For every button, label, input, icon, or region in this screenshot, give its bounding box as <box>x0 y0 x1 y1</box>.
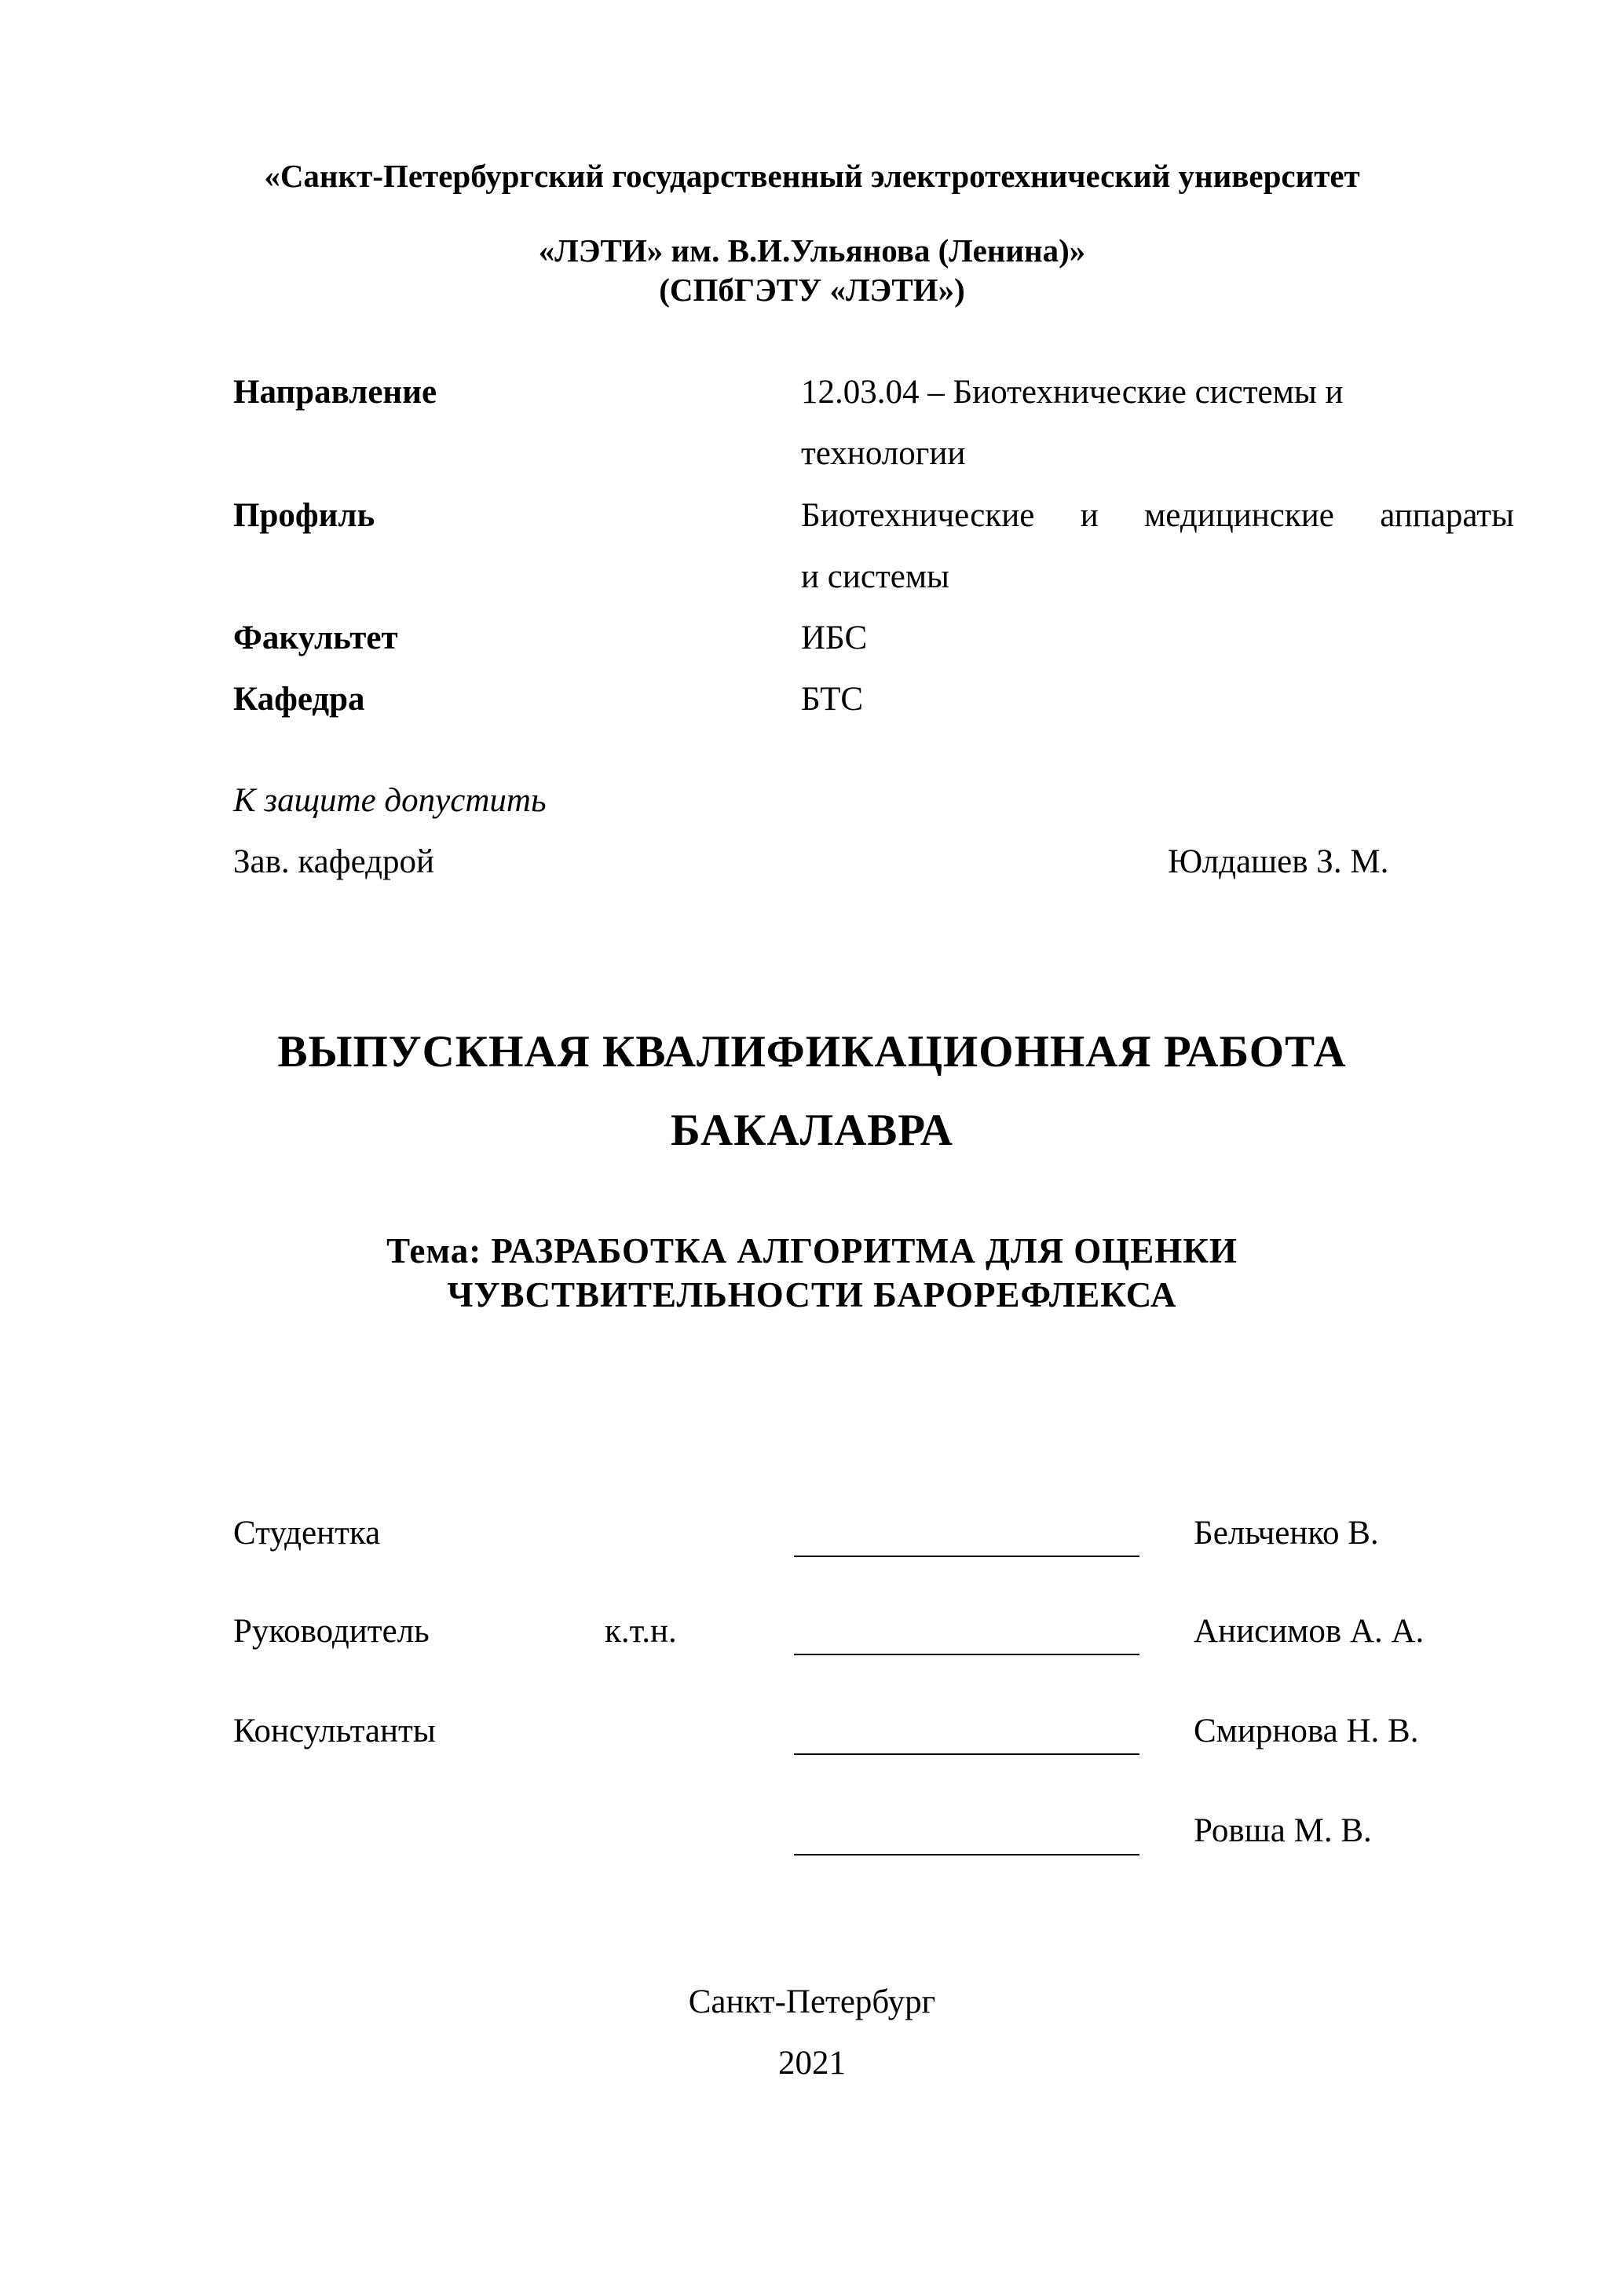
university-name-line1: «Санкт-Петербургский государственный электротехнический университет <box>264 158 1360 194</box>
signature-role: Консультанты <box>233 1713 436 1749</box>
head-of-department-name: Юлдашев З. М. <box>1168 843 1389 880</box>
head-of-department-label: Зав. кафедрой <box>233 843 435 880</box>
signature-line <box>794 1753 1139 1755</box>
faculty-label: Факультет <box>233 620 398 656</box>
signature-line <box>794 1654 1139 1655</box>
faculty-value: ИБС <box>801 620 868 656</box>
signature-name: Ровша М. В. <box>1194 1812 1372 1849</box>
profile-value-2: и системы <box>801 558 949 595</box>
work-title-line1: ВЫПУСКНАЯ КВАЛИФИКАЦИОННАЯ РАБОТА <box>277 1027 1347 1077</box>
university-abbr: (СПбГЭТУ «ЛЭТИ») <box>659 272 965 308</box>
direction-label: Направление <box>233 374 437 411</box>
direction-value-2: технологии <box>801 435 966 472</box>
signature-name: Анисимов А. А. <box>1194 1613 1425 1650</box>
signature-line <box>794 1854 1139 1855</box>
footer-year: 2021 <box>778 2045 846 2082</box>
profile-label: Профиль <box>233 497 375 534</box>
admit-to-defense: К защите допустить <box>233 782 547 819</box>
signature-degree: к.т.н. <box>605 1613 677 1650</box>
topic-line2: ЧУВСТВИТЕЛЬНОСТИ БАРОРЕФЛЕКСА <box>447 1275 1177 1314</box>
signature-line <box>794 1556 1139 1557</box>
signature-name: Бельченко В. <box>1194 1515 1379 1552</box>
university-name-line2: «ЛЭТИ» им. В.И.Ульянова (Ленина)» <box>538 232 1086 269</box>
footer-city: Санкт-Петербург <box>688 1983 936 2020</box>
department-label: Кафедра <box>233 681 365 718</box>
work-title-line2: БАКАЛАВРА <box>671 1106 953 1155</box>
profile-value-1: Биотехнические и медицинские аппараты <box>801 497 1514 534</box>
signature-role: Студентка <box>233 1515 381 1552</box>
department-value: БТС <box>801 681 864 718</box>
signature-role: Руководитель <box>233 1613 430 1650</box>
direction-value-1: 12.03.04 – Биотехнические системы и <box>801 374 1344 411</box>
topic-line1: Тема: РАЗРАБОТКА АЛГОРИТМА ДЛЯ ОЦЕНКИ <box>386 1231 1238 1270</box>
signature-name: Смирнова Н. В. <box>1194 1713 1419 1749</box>
